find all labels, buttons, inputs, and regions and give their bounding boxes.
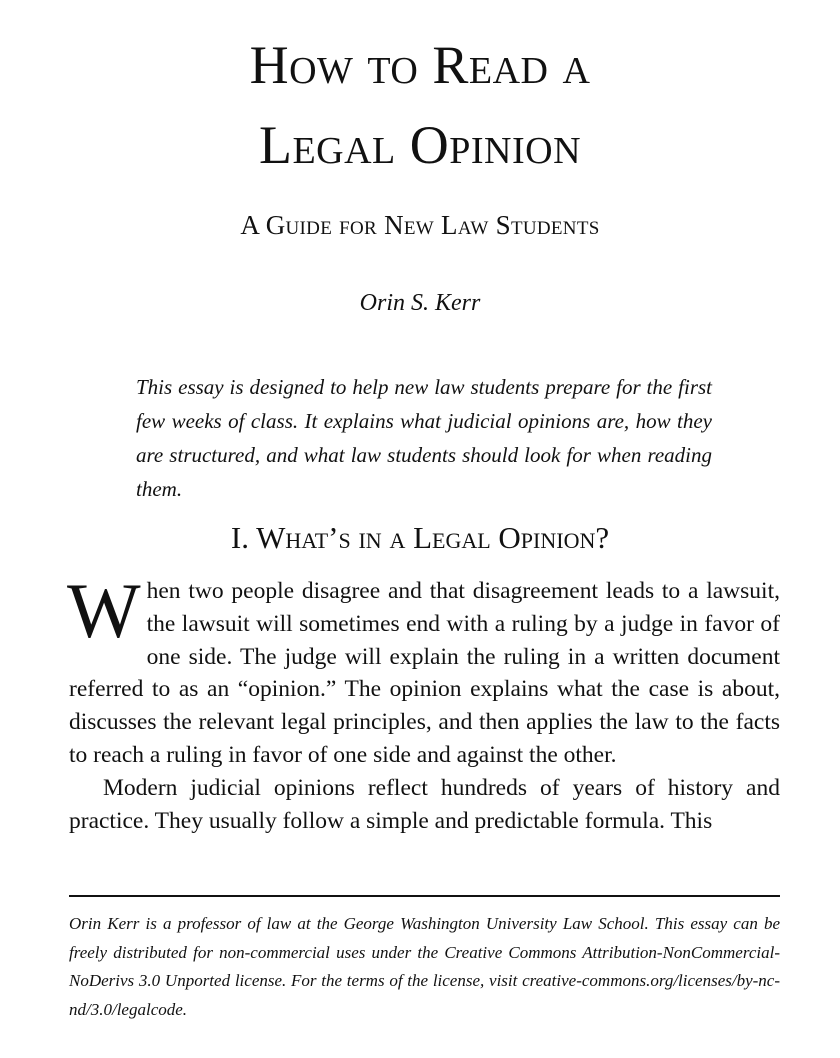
abstract: This essay is designed to help new law students prepare for the first few weeks of class. It explains what judicial opinions are, how they are structured, and what law students should look for when reading them. xyxy=(136,375,712,501)
title-line-1: How to Read a xyxy=(249,35,591,95)
subtitle: A Guide for New Law Students xyxy=(240,210,600,240)
paragraph-2: Modern judicial opinions reflect hundreds of years of history and practice. They usually follow a simple and predictable formula. This xyxy=(69,774,780,834)
drop-cap: W xyxy=(67,567,141,654)
title-line-2: Legal Opinion xyxy=(258,115,582,175)
footnote: Orin Kerr is a professor of law at the George Washington University Law School. This essay can be freely distributed for non-commercial uses under the Creative Commons Attribution-NonCommercial-NoDerivs 3.0 Unported license. For the terms of the license, visit creative-commons.org/licenses/by-nc-nd/3.0/legalcode. xyxy=(69,914,780,1019)
author-name: Orin S. Kerr xyxy=(359,290,481,316)
body-text xyxy=(67,567,780,837)
footnote-divider xyxy=(69,895,780,897)
paragraph-1-text: hen two people disagree and that disagreement leads to a lawsuit, the lawsuit will sometimes end with a ruling by a judge in favor of one side. The judge will explain the ruling in a written document referred to as an “opinion.” The opinion explains what the case is about, discusses the relevant legal principles, and then applies the law to the facts to reach a ruling in favor of one side and against the other. xyxy=(69,578,780,768)
section-heading: I. What’s in a Legal Opinion? xyxy=(230,520,610,555)
paragraph-1 xyxy=(67,567,780,772)
